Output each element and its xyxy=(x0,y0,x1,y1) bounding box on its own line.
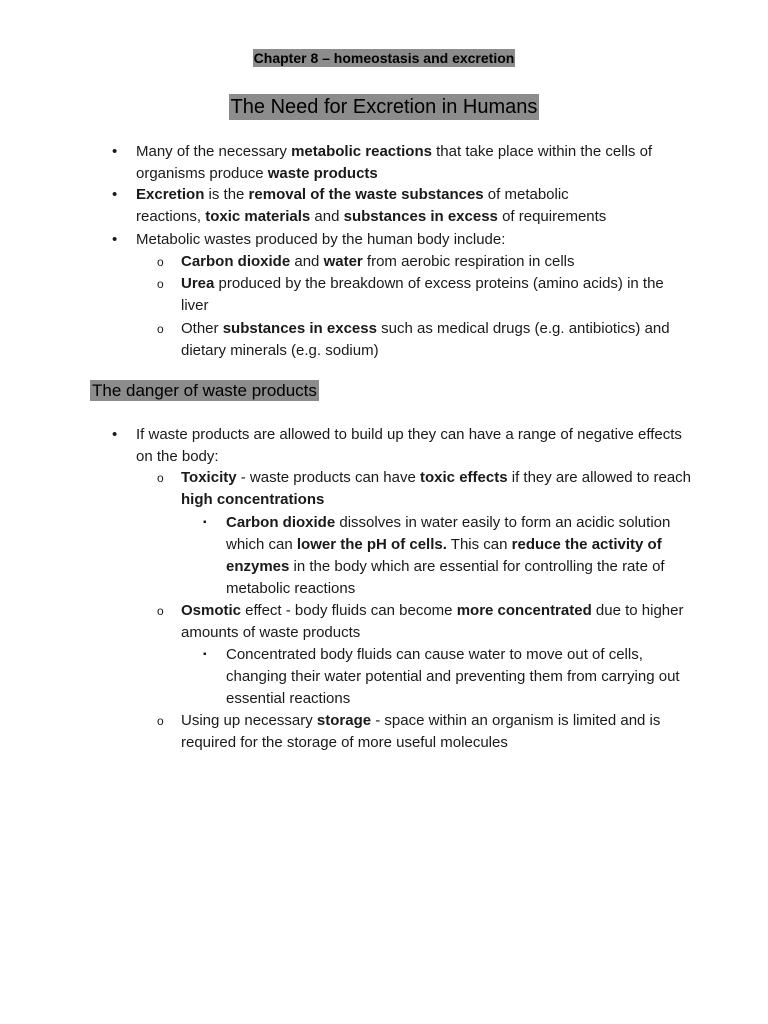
list-item-concentrated-fluids: Concentrated body fluids can cause water to move out of cells, changing their water potential and preventing them from carrying out essential reactions xyxy=(226,646,680,707)
sub-sub-bullet-marker: ▪ xyxy=(203,649,207,660)
list-item-metabolic-wastes: Metabolic wastes produced by the human body include: xyxy=(136,231,506,248)
list-item-storage: Using up necessary storage - space within an organism is limited and is required for the storage of more useful molecules xyxy=(181,712,661,751)
list-item-carbon-dioxide-ph: Carbon dioxide dissolves in water easily to form an acidic solution which can lower the pH of cells. This can reduce the activity of enzymes in the body which are essential for controlling the rate of metabolic reactions xyxy=(226,514,671,597)
list-item-osmotic-effect: Osmotic effect - body fluids can become more concentrated due to higher amounts of waste products xyxy=(181,602,684,641)
list-item-excretion-definition: Excretion is the removal of the waste substances of metabolic reactions, toxic materials and substances in excess of requirements xyxy=(136,186,607,225)
section-heading-text: The danger of waste products xyxy=(92,381,317,400)
sub-bullet-marker: o xyxy=(157,277,164,291)
bullet-marker: • xyxy=(112,143,118,160)
bullet-marker: • xyxy=(112,231,118,248)
list-item-metabolic-reactions: Many of the necessary metabolic reactions that take place within the cells of organisms produce waste products xyxy=(136,143,653,182)
sub-bullet-marker: o xyxy=(157,322,164,336)
list-item-carbon-dioxide-water: Carbon dioxide and water from aerobic respiration in cells xyxy=(181,253,575,270)
page-title-text: The Need for Excretion in Humans xyxy=(230,96,538,118)
chapter-heading-text: Chapter 8 – homeostasis and excretion xyxy=(253,50,515,66)
chapter-heading xyxy=(0,48,768,68)
list-item-waste-build-up: If waste products are allowed to build up they can have a range of negative effects on the body: xyxy=(136,426,682,465)
list-item-toxicity: Toxicity - waste products can have toxic effects if they are allowed to reach high concentrations xyxy=(181,469,691,508)
section-heading xyxy=(90,378,319,404)
sub-bullet-marker: o xyxy=(157,255,164,269)
sub-bullet-marker: o xyxy=(157,604,164,618)
bullet-marker: • xyxy=(112,426,118,443)
list-item-urea: Urea produced by the breakdown of excess proteins (amino acids) in the liver xyxy=(181,275,664,314)
sub-bullet-marker: o xyxy=(157,714,164,728)
sub-sub-bullet-marker: ▪ xyxy=(203,517,207,528)
sub-bullet-marker: o xyxy=(157,471,164,485)
page-title xyxy=(0,92,768,122)
bullet-marker: • xyxy=(112,186,118,203)
list-item-other-substances: Other substances in excess such as medical drugs (e.g. antibiotics) and dietary minerals (e.g. sodium) xyxy=(181,320,670,359)
